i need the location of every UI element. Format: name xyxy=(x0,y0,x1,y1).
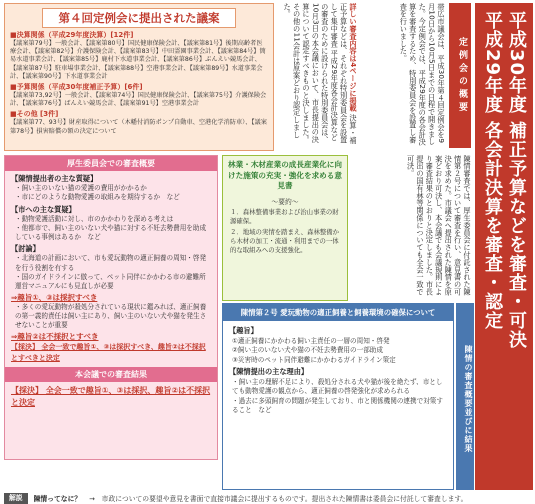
explanation-question: 陳情ってなに？ xyxy=(33,495,82,503)
section-heading: 【市への主な質疑】 xyxy=(11,204,76,214)
bills-list: 【議案第77、93号】財産取得について（木幡付消防ポンプ自動車、空港化学消防車）、【議案第78号】損害賠償の額の決定について xyxy=(10,119,267,135)
conclusion-reject: ⇒趣旨②は不採択とすべき xyxy=(11,331,99,341)
section-text: ・他都市で、飼い主のいない犬や猫に対する不妊去勢費用を助成している事例はあるか など xyxy=(15,223,207,242)
purpose-item: ③災害時のペット同伴避難にかかわるガイドライン策定 xyxy=(232,355,396,364)
summary-label: ～要約～ xyxy=(271,197,299,206)
forestry-opinion-panel xyxy=(222,155,348,301)
plenary-result: 【採決】 全会一致で趣旨①、③は採択、趣旨②は不採択と決定 xyxy=(11,385,211,407)
petition-body xyxy=(223,321,453,419)
headline-settlement: 平成29年度 各会計決算を審査・認定 xyxy=(482,11,503,331)
petition-side-label: 陳情の審査概要並びに結果 xyxy=(456,303,474,490)
reason-item: ・過去に多頭飼育の問題が発生しており、市と関係機関の連携で対策すること など xyxy=(232,396,443,414)
purpose-item: ②飼い主のいない犬や猫の不妊去勢費用の一部助成 xyxy=(232,346,383,354)
explanation-footer xyxy=(4,492,533,504)
section-heading: 【討論】 xyxy=(11,244,40,254)
summary-item: ２．地域の実情を踏まえ、森林整備から木材の加工・流通・利用までの一体的な取組みへの支援強化。 xyxy=(230,227,340,255)
section-heading: 【陳情提出の主な理由】 xyxy=(229,367,309,376)
bills-category: ■その他 [3件] xyxy=(10,110,59,119)
bills-section-budget xyxy=(10,83,268,108)
forestry-title: 林業・木材産業の成長産業化に向けた施策の充実・強化を求める意見書 xyxy=(228,160,342,190)
bills-panel xyxy=(4,3,274,151)
bills-title: 第４回定例会に提出された議案 xyxy=(42,8,236,28)
section-heading: 【趣旨】 xyxy=(229,326,258,335)
committee-vote: 【採決】 全会一致で趣旨①、③は採択すべき、趣旨②は不採択とすべきと決定 xyxy=(11,342,206,362)
section-text: ・動物愛護活動に対し、市のかかわりを深める考えは xyxy=(15,214,174,223)
bills-category: ■予算関係（平成30年度補正予算）[6件] xyxy=(10,83,143,92)
explanation-answer: → 市政についての要望や意見を書面で直接市議会に提出するものです。提出された陳情書は委員会に付託して審査します。 xyxy=(89,495,468,503)
section-text: ・飼い主のいない猫の愛護の費用がかかるか xyxy=(15,184,147,192)
session-overview-label: 定例会の概要 xyxy=(449,3,471,148)
explanation-tag: 解説 xyxy=(4,493,28,504)
petition-title: 陳情第２号 愛玩動物の適正飼養と飼養環境の確保について xyxy=(223,304,453,321)
headline-budget: 平成30年度 補正予算などを審査・可決 xyxy=(506,11,527,350)
plenary-title: 本会議での審査結果 xyxy=(5,367,217,382)
bills-section-other xyxy=(10,110,268,135)
section-text: ・国のガイドラインに倣って、ペット同伴にかかわる市の避難所運営マニュアルにも見直しが必要 xyxy=(15,273,206,291)
conclusion-adopt: ⇒趣旨①、③は採択すべき xyxy=(11,292,98,302)
welfare-committee-panel xyxy=(4,155,218,460)
petition-overview-text: 陳情審査では、厚生委員会に付託された陳情第２号について審査を行い、意見書の可決を求めた。市議会へ提出された陳情を原案どおり可決し、本会議でも会議規則により審査結果のとおりと決定しました。市長提出の国有林等関係についても全会一致で可決。 xyxy=(406,155,472,296)
section-text: ・市にどのような動物愛護の取組みを期待するか など xyxy=(15,193,180,202)
bills-category: ■決算関係（平成29年度決算）[12件] xyxy=(10,31,134,39)
special-committee-text xyxy=(278,3,358,148)
detail-note: 詳しい審査内容は4ページに掲載 xyxy=(349,3,358,112)
section-text: ・多くの愛玩動物が殺処分されている現状に鑑みれば、適正飼養の第一義的責任は飼い主にあり、飼い主のいない犬や猫を発生させないことが重要 xyxy=(15,302,207,330)
reason-item: ・飼い主の理解不足により、殺処分される犬や猫が後を絶たず、市としても動物愛護の観点から、適正飼養の啓発強化が求められる xyxy=(232,377,443,395)
section-text: ・北海道の計画において、市も愛玩動物の適正飼養の周知・啓発を行う役割を有する xyxy=(15,254,207,272)
headline-panel xyxy=(475,3,533,490)
special-committee-body: 決算・補正予算などは、それぞれ特別委員会を設置して集中審査 平成29年度各会計決算などの審査のために設けられた特別委員会は、10月3日の本会議において、市長提出の決算について認定すべきものと決しました。その他の11会計は原案どおり認定しました。 xyxy=(283,3,358,144)
summary-item: １．森林整備事業および治山事業の財源確保。 xyxy=(230,207,339,225)
bills-section-settlement xyxy=(10,31,268,81)
purpose-item: ①適正飼養にかかわる飼い主責任の一層の周知・啓発 xyxy=(232,336,390,345)
petition-panel xyxy=(222,303,454,490)
intro-text: 帯広市議会は、平成30年第４回定例会を9月10日から10月5日までの日程で開きました。今定例会では、平成29年度の各会計決算を審査するため、特別委員会を設置し審査を行いました。 xyxy=(399,3,446,146)
bills-list: 【議案第79号】一般会計、【議案第80号】国民健康保険会計、【議案第81号】後期高齢者医療会計、【議案第82号】介護保険会計、【議案第83号】中田霊園事業会計、【議案第84号】簡易水道事業会計、【議案第85号】鹿村下水道事業会計、【議案第86号】ぶんえい競馬会計、【議案第87号】駐車場事業会計、【議案第88号】空港事業会計、【議案第89号】水道事業会計、【議案第90号】下水道事業会計 xyxy=(10,40,266,80)
bills-list: 【議案第73,92号】一般会計、【議案第74号】国民健康保険会計、【議案第75号】介護保険会計、【議案第76号】ばんえい競馬会計、【議案第91号】空港事業会計 xyxy=(10,92,267,108)
section-heading: 【陳情提出者の主な質疑】 xyxy=(11,174,98,183)
welfare-title: 厚生委員会での審査概要 xyxy=(5,156,217,171)
